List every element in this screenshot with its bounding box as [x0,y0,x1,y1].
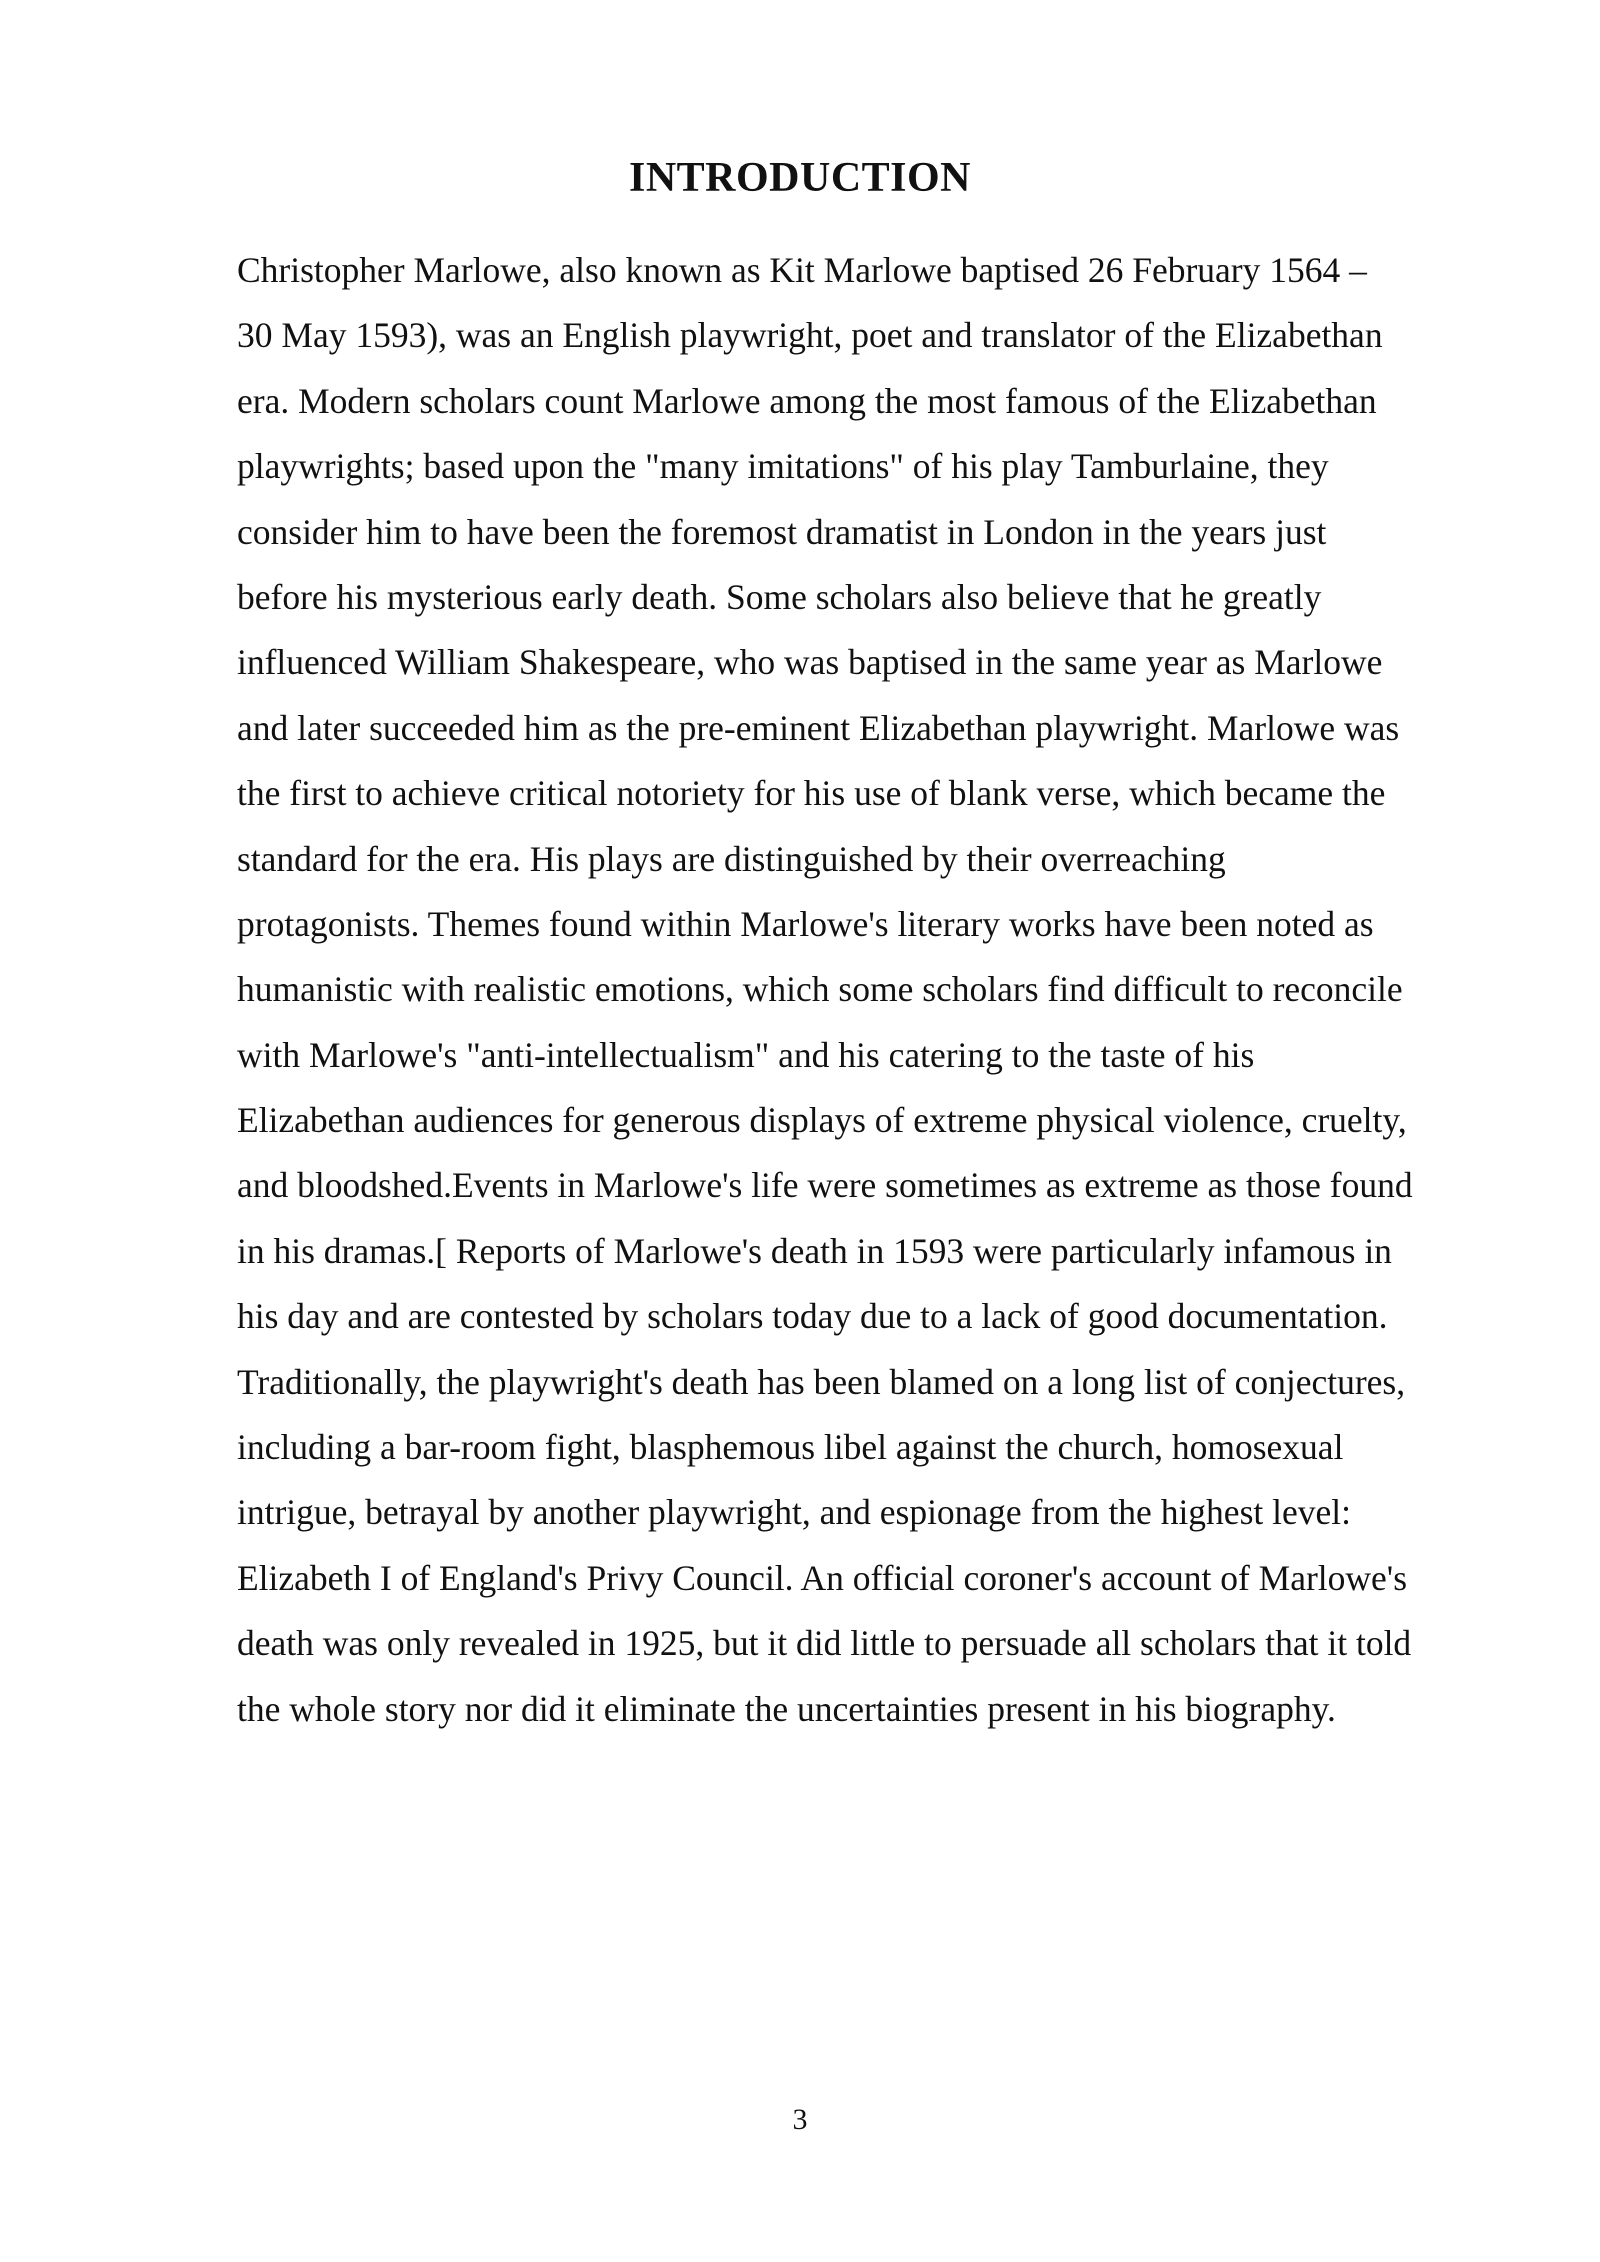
paragraph-line: influenced William Shakespeare, who was baptised in the same year as Marlowe [237,642,1383,683]
paragraph-line: humanistic with realistic emotions, which some scholars find difficult to reconcile [237,969,1403,1010]
paragraph-line: before his mysterious early death. Some scholars also believe that he greatly [237,576,1322,617]
paragraph-line: Christopher Marlowe, also known as Kit Marlowe baptised 26 February 1564 – [237,250,1367,290]
paragraph-line: in his dramas.[ Reports of Marlowe's death in 1593 were particularly infamous in [237,1230,1392,1271]
paragraph-line: intrigue, betrayal by another playwright, and espionage from the highest level: [237,1492,1351,1533]
page-number: 3 [792,2103,808,2136]
paragraph-line: standard for the era. His plays are distinguished by their overreaching [237,838,1226,879]
paragraph-line: the first to achieve critical notoriety for his use of blank verse, which became the [237,773,1386,814]
paragraph-line: and later succeeded him as the pre-eminent Elizabethan playwright. Marlowe was [237,707,1400,748]
paragraph-line: Elizabethan audiences for generous displays of extreme physical violence, cruelty, [237,1100,1407,1141]
paragraph-line: consider him to have been the foremost dramatist in London in the years just [237,511,1327,552]
paragraph-line: and bloodshed.Events in Marlowe's life were sometimes as extreme as those found [237,1165,1413,1206]
paragraph-line: Traditionally, the playwright's death has been blamed on a long list of conjectures, [237,1361,1406,1402]
paragraph-line: including a bar-room fight, blasphemous libel against the church, homosexual [237,1427,1344,1468]
paragraph-line: playwrights; based upon the "many imitations" of his play Tamburlaine, they [237,446,1329,487]
paragraph-line: Elizabeth I of England's Privy Council. An official coroner's account of Marlowe's [237,1557,1408,1598]
paragraph-line: the whole story nor did it eliminate the uncertainties present in his biography. [237,1688,1336,1729]
page-title: INTRODUCTION [628,155,972,201]
body-paragraph [237,238,1557,1742]
paragraph-line: death was only revealed in 1925, but it did little to persuade all scholars that it told [237,1623,1412,1664]
paragraph-line: with Marlowe's "anti-intellectualism" and his catering to the taste of his [237,1034,1255,1075]
paragraph-line: 30 May 1593), was an English playwright, poet and translator of the Elizabethan [237,315,1383,356]
paragraph-line: his day and are contested by scholars today due to a lack of good documentation. [237,1296,1388,1337]
paragraph-line: era. Modern scholars count Marlowe among the most famous of the Elizabethan [237,380,1377,421]
paragraph-line: protagonists. Themes found within Marlowe's literary works have been noted as [237,903,1374,944]
